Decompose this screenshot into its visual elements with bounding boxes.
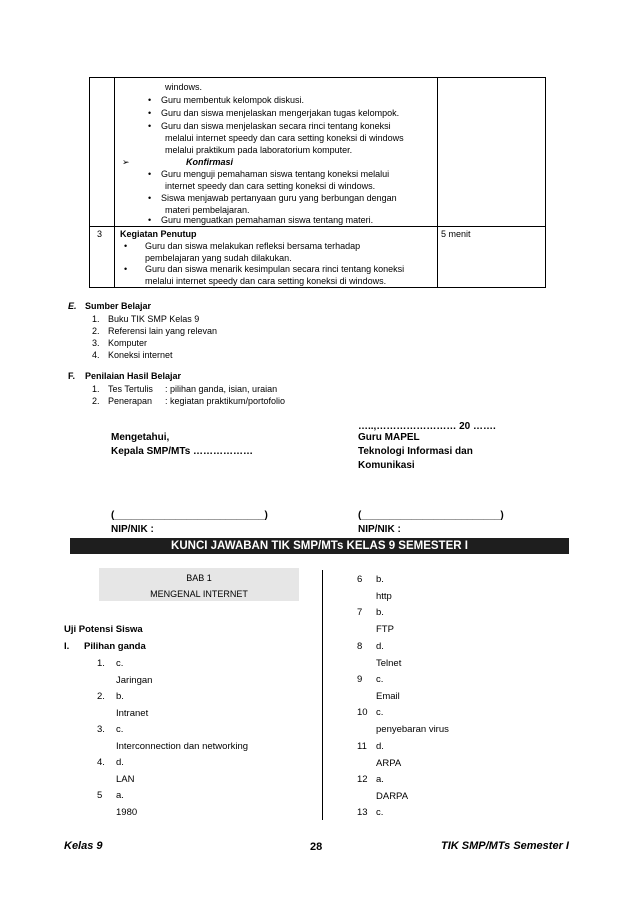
answer-number: 3.: [97, 724, 105, 735]
answer-number: 8: [357, 641, 363, 652]
section-letter: E.: [68, 301, 77, 311]
answer-number: 11: [357, 741, 367, 752]
section-title: Uji Potensi Siswa: [64, 624, 143, 635]
list-item: Referensi lain yang relevan: [108, 326, 218, 336]
answer-letter: a.: [116, 790, 124, 801]
table-line: Guru menguatkan pemahaman siswa tentang materi.: [161, 215, 374, 225]
answer-letter: c.: [376, 674, 384, 685]
list-item: Komputer: [108, 338, 148, 348]
chapter-number: BAB 1: [186, 573, 212, 583]
answer-text: FTP: [376, 624, 394, 635]
answer-text: 1980: [116, 807, 138, 818]
answer-letter: b.: [116, 691, 124, 702]
bullet-icon: •: [148, 215, 152, 225]
left-heading: Mengetahui,: [111, 432, 170, 443]
table-line: melalui praktikum pada laboratorium komputer.: [165, 145, 353, 155]
row-number: 3: [97, 229, 103, 239]
answer-number: 4.: [97, 757, 105, 768]
bullet-icon: •: [124, 241, 128, 251]
list-item-key: Tes Tertulis: [108, 384, 153, 394]
answer-text: Jaringan: [116, 675, 153, 686]
left-heading: Kepala SMP/MTs ………………: [111, 446, 254, 457]
answer-text: Email: [376, 691, 400, 702]
nip-label: NIP/NIK :: [358, 524, 401, 535]
answer-key-banner: KUNCI JAWABAN TIK SMP/MTs KELAS 9 SEMESTER I: [70, 538, 569, 554]
table-line: melalui internet speedy dan cara setting koneksi di windows.: [145, 276, 387, 286]
answer-number: 7: [357, 607, 363, 618]
list-item-value: : pilihan ganda, isian, uraian: [165, 384, 278, 394]
list-item-value: : kegiatan praktikum/portofolio: [165, 396, 286, 406]
right-heading: Komunikasi: [358, 460, 415, 471]
answer-letter: c.: [376, 707, 384, 718]
answer-text: Interconnection dan networking: [116, 741, 249, 752]
page-number: 28: [310, 841, 323, 853]
table-line: Guru dan siswa melakukan refleksi bersama terhadap: [145, 241, 361, 251]
answer-letter: d.: [376, 641, 384, 652]
column-divider: [322, 570, 323, 820]
table-line: internet speedy dan cara setting koneksi di windows.: [165, 181, 376, 191]
table-line: Guru dan siswa menarik kesimpulan secara rinci tentang koneksi: [145, 264, 405, 274]
answer-text: penyebaran virus: [376, 724, 449, 735]
answer-letter: b.: [376, 574, 384, 585]
answer-number: 12: [357, 774, 368, 785]
table-line: materi pembelajaran.: [165, 205, 250, 215]
subsection-title: Pilihan ganda: [84, 641, 146, 652]
table-line: Siswa menjawab pertanyaan guru yang berbungan dengan: [161, 193, 397, 203]
answer-letter: d.: [116, 757, 124, 768]
row-time: 5 menit: [441, 229, 471, 239]
answer-text: LAN: [116, 774, 135, 785]
bullet-icon: •: [148, 121, 152, 131]
answer-number: 6: [357, 574, 363, 585]
bullet-icon: •: [148, 108, 152, 118]
section-letter: F.: [68, 371, 76, 381]
table-line: windows.: [165, 82, 203, 92]
table-line: Guru dan siswa menjelaskan mengerjakan tugas kelompok.: [161, 108, 400, 118]
table-line: Guru membentuk kelompok diskusi.: [161, 95, 305, 105]
answer-letter: a.: [376, 774, 384, 785]
footer-right: TIK SMP/MTs Semester I: [441, 840, 569, 852]
answer-number: 10: [357, 707, 368, 718]
answer-number: 2.: [97, 691, 105, 702]
answer-text: Intranet: [116, 708, 149, 719]
konfirmasi-heading: Konfirmasi: [186, 157, 234, 167]
table-line: Guru dan siswa menjelaskan secara rinci tentang koneksi: [161, 121, 391, 131]
arrow-bullet-icon: ➢: [122, 157, 130, 167]
section-title: Sumber Belajar: [85, 301, 152, 311]
answer-text: DARPA: [376, 791, 409, 802]
answer-letter: b.: [376, 607, 384, 618]
list-item-key: Penerapan: [108, 396, 153, 406]
answer-letter: c.: [116, 658, 124, 669]
answer-letter: c.: [376, 807, 384, 818]
bullet-icon: •: [148, 95, 152, 105]
bullet-icon: •: [148, 169, 152, 179]
list-item: Buku TIK SMP Kelas 9: [108, 314, 200, 324]
answer-text: ARPA: [376, 758, 402, 769]
table-line: Guru menguji pemahaman siswa tentang koneksi melalui: [161, 169, 390, 179]
chapter-title: MENGENAL INTERNET: [150, 589, 248, 599]
right-heading: Teknologi Informasi dan: [358, 446, 473, 457]
signature-name-line: (_________________________): [358, 510, 504, 521]
subsection-number: I.: [64, 641, 70, 652]
list-item: Koneksi internet: [108, 350, 173, 360]
row-title: Kegiatan Penutup: [120, 229, 197, 239]
signature-name-line: (___________________________): [111, 510, 268, 521]
answer-number: 5: [97, 790, 103, 801]
answer-number: 1.: [97, 658, 105, 669]
bullet-icon: •: [124, 264, 128, 274]
bullet-icon: •: [148, 193, 152, 203]
answer-letter: c.: [116, 724, 124, 735]
right-heading: Guru MAPEL: [358, 432, 420, 443]
answer-letter: d.: [376, 741, 384, 752]
answer-text: http: [376, 591, 392, 602]
section-title: Penilaian Hasil Belajar: [85, 371, 182, 381]
footer-left: Kelas 9: [64, 840, 103, 852]
answer-number: 13: [357, 807, 368, 818]
answer-text: Telnet: [376, 658, 402, 669]
chapter-box: [99, 568, 299, 601]
answer-number: 9: [357, 674, 363, 685]
nip-label: NIP/NIK :: [111, 524, 154, 535]
table-line: pembelajaran yang sudah dilakukan.: [145, 253, 292, 263]
date-line: …..,…………………… 20 …….: [358, 421, 496, 432]
table-line: melalui internet speedy dan cara setting koneksi di windows: [165, 133, 404, 143]
